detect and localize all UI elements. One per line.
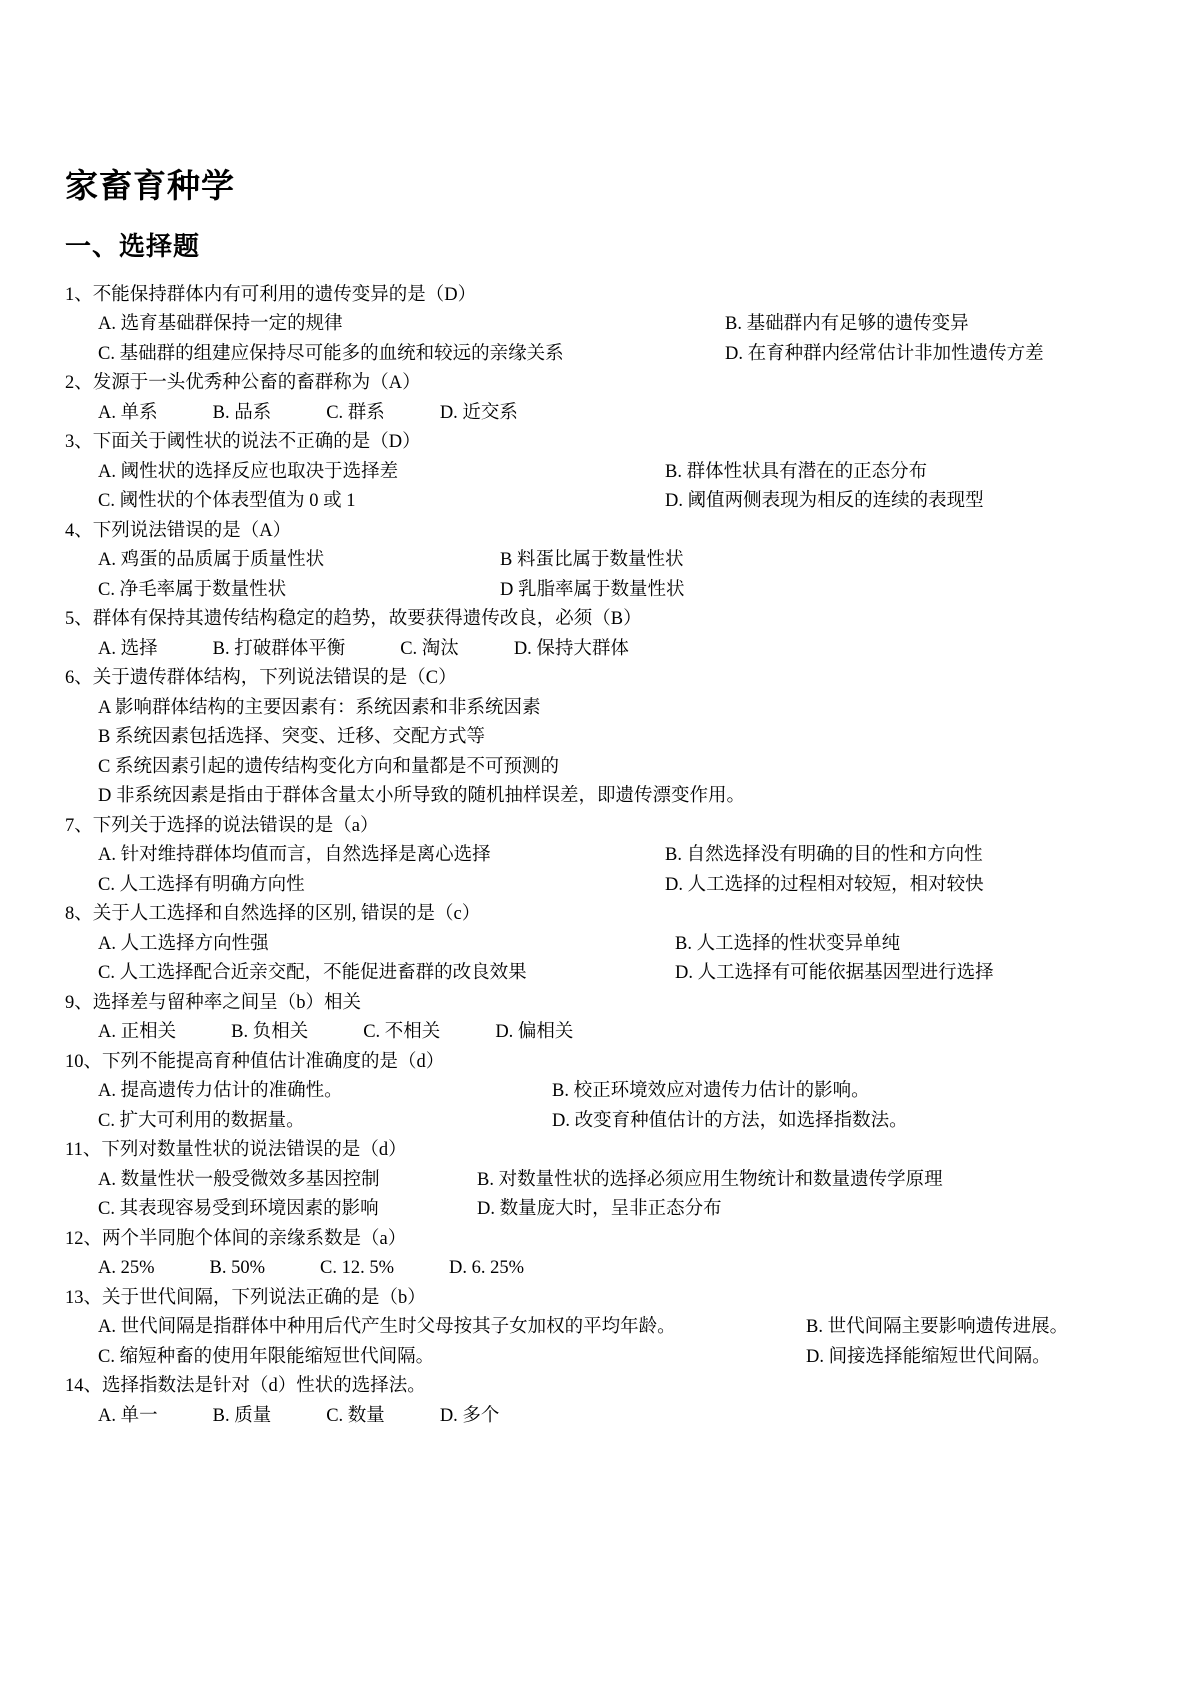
question-block bbox=[65, 1372, 1145, 1431]
option-cell: B 料蛋比属于数量性状 bbox=[500, 550, 684, 571]
option-row bbox=[65, 1313, 1145, 1343]
question-stem: 13、关于世代间隔，下列说法正确的是（b） bbox=[65, 1287, 426, 1308]
option-cell: A. 针对维持群体均值而言，自然选择是离心选择 bbox=[98, 845, 491, 866]
option-row bbox=[65, 871, 1145, 901]
option-cell: B. 自然选择没有明确的目的性和方向性 bbox=[665, 845, 983, 866]
option-cell: C. 其表现容易受到环境因素的影响 bbox=[98, 1199, 379, 1220]
option-cell: C. 淘汰 bbox=[400, 638, 459, 659]
option-cell: A. 鸡蛋的品质属于质量性状 bbox=[98, 550, 325, 571]
question-stem: 5、群体有保持其遗传结构稳定的趋势，故要获得遗传改良，必须（B） bbox=[65, 609, 642, 630]
option-row bbox=[65, 1107, 1145, 1137]
option-cell: D 乳脂率属于数量性状 bbox=[500, 579, 685, 600]
document-page bbox=[65, 168, 1145, 1431]
option-row bbox=[65, 1195, 1145, 1225]
option-row bbox=[65, 635, 1145, 665]
question-list bbox=[65, 281, 1145, 1432]
question-stem: 12、两个半同胞个体间的亲缘系数是（a） bbox=[65, 1228, 407, 1249]
option-cell: D. 人工选择有可能依据基因型进行选择 bbox=[675, 963, 994, 984]
question-stem: 14、选择指数法是针对（d）性状的选择法。 bbox=[65, 1376, 426, 1397]
option-cell: B. 对数量性状的选择必须应用生物统计和数量遗传学原理 bbox=[477, 1169, 943, 1190]
option-cell: C. 人工选择有明确方向性 bbox=[98, 874, 305, 895]
question-block bbox=[65, 1048, 1145, 1137]
question-block bbox=[65, 369, 1145, 428]
question-block bbox=[65, 664, 1145, 812]
option-row bbox=[65, 1254, 1145, 1284]
option-cell: D. 6. 25% bbox=[449, 1258, 525, 1279]
option-cell: D. 保持大群体 bbox=[513, 638, 629, 659]
option-cell: A. 选育基础群保持一定的规律 bbox=[98, 314, 343, 335]
option-cell: A. 人工选择方向性强 bbox=[98, 933, 269, 954]
question-stem: 6、关于遗传群体结构，下列说法错误的是（C） bbox=[65, 668, 457, 689]
option-row bbox=[65, 1077, 1145, 1107]
option-cell: D. 偏相关 bbox=[495, 1022, 574, 1043]
question-stem: 4、下列说法错误的是（A） bbox=[65, 520, 292, 541]
option-row bbox=[65, 310, 1145, 340]
option-cell: D. 数量庞大时，呈非正态分布 bbox=[477, 1199, 722, 1220]
option-row bbox=[65, 399, 1145, 429]
question-block bbox=[65, 605, 1145, 664]
option-cell: A. 提高遗传力估计的准确性。 bbox=[98, 1081, 343, 1102]
option-cell: C 系统因素引起的遗传结构变化方向和量都是不可预测的 bbox=[98, 756, 559, 777]
option-row bbox=[65, 753, 1145, 783]
option-cell: C. 净毛率属于数量性状 bbox=[98, 579, 287, 600]
option-cell: A. 世代间隔是指群体中种用后代产生时父母按其子女加权的平均年龄。 bbox=[98, 1317, 676, 1338]
option-cell: A. 25% bbox=[98, 1258, 155, 1279]
question-block bbox=[65, 281, 1145, 370]
option-cell: D 非系统因素是指由于群体含量太小所导致的随机抽样误差，即遗传漂变作用。 bbox=[98, 786, 745, 807]
option-cell: A. 阈性状的选择反应也取决于选择差 bbox=[98, 461, 399, 482]
option-cell: C. 不相关 bbox=[363, 1022, 441, 1043]
question-block bbox=[65, 1136, 1145, 1225]
option-row bbox=[65, 930, 1145, 960]
option-row bbox=[65, 841, 1145, 871]
option-cell: B. 群体性状具有潜在的正态分布 bbox=[665, 461, 928, 482]
question-stem: 7、下列关于选择的说法错误的是（a） bbox=[65, 815, 379, 836]
option-cell: D. 人工选择的过程相对较短，相对较快 bbox=[665, 874, 984, 895]
option-cell: B 系统因素包括选择、突变、迁移、交配方式等 bbox=[98, 727, 485, 748]
option-cell: B. 50% bbox=[209, 1258, 266, 1279]
option-cell: B. 人工选择的性状变异单纯 bbox=[675, 933, 901, 954]
question-block bbox=[65, 428, 1145, 517]
option-row bbox=[65, 1402, 1145, 1432]
option-cell: D. 多个 bbox=[439, 1405, 500, 1426]
option-cell: C. 缩短种畜的使用年限能缩短世代间隔。 bbox=[98, 1346, 435, 1367]
option-cell: B. 校正环境效应对遗传力估计的影响。 bbox=[552, 1081, 870, 1102]
option-cell: D. 近交系 bbox=[439, 402, 518, 423]
question-stem: 2、发源于一头优秀种公畜的畜群称为（A） bbox=[65, 373, 421, 394]
option-row bbox=[65, 959, 1145, 989]
option-row bbox=[65, 1166, 1145, 1196]
option-cell: B. 世代间隔主要影响遗传进展。 bbox=[806, 1317, 1069, 1338]
question-block bbox=[65, 900, 1145, 989]
option-row bbox=[65, 546, 1145, 576]
option-row bbox=[65, 340, 1145, 370]
question-block bbox=[65, 517, 1145, 606]
option-row bbox=[65, 1343, 1145, 1373]
question-stem: 8、关于人工选择和自然选择的区别, 错误的是（c） bbox=[65, 904, 481, 925]
question-stem: 1、不能保持群体内有可利用的遗传变异的是（D） bbox=[65, 284, 477, 305]
option-cell: B. 负相关 bbox=[231, 1022, 309, 1043]
option-cell: B. 基础群内有足够的遗传变异 bbox=[725, 314, 969, 335]
question-block bbox=[65, 1225, 1145, 1284]
question-block bbox=[65, 1284, 1145, 1373]
document-title: 家畜育种学 bbox=[65, 167, 235, 204]
option-row bbox=[65, 487, 1145, 517]
option-cell: D. 改变育种值估计的方法，如选择指数法。 bbox=[552, 1110, 908, 1131]
question-block bbox=[65, 812, 1145, 901]
option-row bbox=[65, 782, 1145, 812]
option-cell: D. 在育种群内经常估计非加性遗传方差 bbox=[725, 343, 1044, 364]
option-row bbox=[65, 458, 1145, 488]
option-cell: D. 间接选择能缩短世代间隔。 bbox=[806, 1346, 1051, 1367]
section-heading: 一、选择题 bbox=[65, 231, 201, 262]
question-stem: 9、选择差与留种率之间呈（b）相关 bbox=[65, 992, 362, 1013]
option-cell: C. 阈性状的个体表型值为 0 或 1 bbox=[98, 491, 356, 512]
option-cell: A. 单一 bbox=[98, 1405, 158, 1426]
option-cell: A. 单系 bbox=[98, 402, 158, 423]
option-cell: B. 打破群体平衡 bbox=[212, 638, 346, 659]
option-row bbox=[65, 1018, 1145, 1048]
option-cell: A. 正相关 bbox=[98, 1022, 177, 1043]
option-row bbox=[65, 694, 1145, 724]
option-cell: C. 人工选择配合近亲交配，不能促进畜群的改良效果 bbox=[98, 963, 527, 984]
question-stem: 3、下面关于阈性状的说法不正确的是（D） bbox=[65, 432, 421, 453]
option-row bbox=[65, 723, 1145, 753]
option-cell: A. 数量性状一般受微效多基因控制 bbox=[98, 1169, 380, 1190]
option-cell: C. 基础群的组建应保持尽可能多的血统和较远的亲缘关系 bbox=[98, 343, 564, 364]
option-cell: C. 12. 5% bbox=[320, 1258, 395, 1279]
option-cell: C. 群系 bbox=[326, 402, 385, 423]
question-stem: 11、下列对数量性状的说法错误的是（d） bbox=[65, 1140, 407, 1161]
question-stem: 10、下列不能提高育种值估计准确度的是（d） bbox=[65, 1051, 445, 1072]
question-block bbox=[65, 989, 1145, 1048]
option-cell: C. 扩大可利用的数据量。 bbox=[98, 1110, 305, 1131]
option-cell: C. 数量 bbox=[326, 1405, 385, 1426]
option-cell: A. 选择 bbox=[98, 638, 158, 659]
option-cell: D. 阈值两侧表现为相反的连续的表现型 bbox=[665, 491, 984, 512]
option-cell: B. 质量 bbox=[212, 1405, 272, 1426]
option-cell: B. 品系 bbox=[212, 402, 272, 423]
option-row bbox=[65, 576, 1145, 606]
option-cell: A 影响群体结构的主要因素有：系统因素和非系统因素 bbox=[98, 697, 541, 718]
